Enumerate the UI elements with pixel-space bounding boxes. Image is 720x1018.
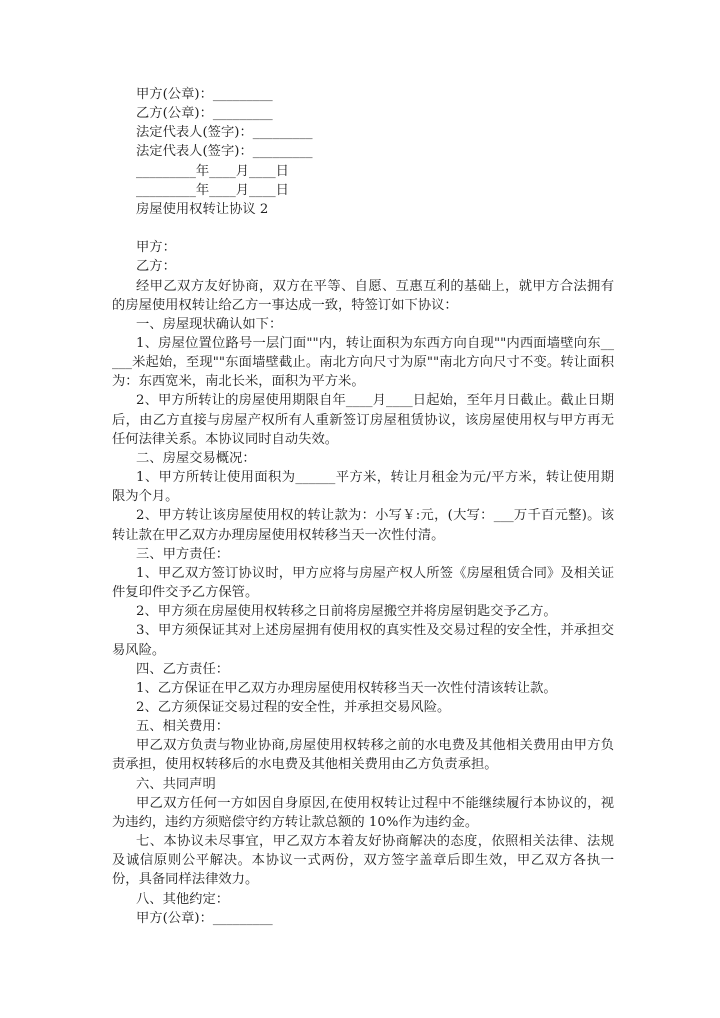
clause-2-1: 1、甲方所转让使用面积为______平方米，转让月租金为元/平方米，转让使用期限为个月。 <box>112 470 614 505</box>
date-line-2: _________年____月____日 <box>136 182 289 198</box>
section-heading-3: 三、甲方责任： <box>136 546 230 562</box>
clause-1-2: 2、甲方所转让的房屋使用期限自年____月____日起始，至年月日截止。截止日期后，由乙方直接与房屋产权所有人重新签订房屋租赁协议，该房屋使用权与甲方再无任何法律关系。本协议同时自动失效。 <box>112 393 614 447</box>
clause-5-text: 甲乙双方负责与物业协商,房屋使用权转移之前的水电费及其他相关费用由甲方负责承担，使用权转移后的水电费及其他相关费用由乙方负责承担。 <box>112 738 614 773</box>
signature-line-legal-rep-2: 法定代表人(签字)：_________ <box>136 144 313 160</box>
signature-line-party-b-seal: 乙方(公章)：_________ <box>136 106 273 122</box>
party-b-label: 乙方： <box>136 259 176 275</box>
clause-6-text: 甲乙双方任何一方如因自身原因,在使用权转让过程中不能继续履行本协议的，视为违约，违约方须赔偿守约方转让款总额的 10%作为违约金。 <box>112 795 614 830</box>
date-line-1: _________年____月____日 <box>136 163 289 179</box>
section-heading-1: 一、房屋现状确认如下： <box>136 316 283 332</box>
clause-7-text: 七、本协议未尽事宜，甲乙双方本着友好协商解决的态度，依照相关法律、法规及诚信原则公平解决。本协议一式两份，双方签字盖章后即生效，甲乙双方各执一份，具备同样法律效力。 <box>112 834 614 888</box>
signature-line-bottom: 甲方(公章)：_________ <box>136 910 273 926</box>
clause-2-2: 2、甲方转让该房屋使用权的转让款为：小写￥:元，(大写：___万千百元整)。该转让款在甲乙双方办理房屋使用权转移当天一次性付清。 <box>112 508 614 543</box>
signature-line-legal-rep-1: 法定代表人(签字)：_________ <box>136 125 313 141</box>
clause-3-2: 2、甲方须在房屋使用权转移之日前将房屋搬空并将房屋钥匙交予乙方。 <box>136 604 557 620</box>
signature-line-party-a-seal: 甲方(公章)：_________ <box>136 87 273 102</box>
section-heading-8: 八、其他约定： <box>136 891 230 907</box>
clause-1-1: 1、房屋位置位路号一层门面""内，转让面积为东西方向自现""内西面墙壁向东_____米起始，至现""东面墙壁截止。南北方向尺寸为原""南北方向尺寸不变。转让面积为：东西宽米，南北长米，面积为平方米。 <box>112 336 614 390</box>
document-title: 房屋使用权转让协议 2 <box>136 201 269 217</box>
document-body <box>112 85 614 928</box>
clause-3-3: 3、甲方须保证其对上述房屋拥有使用权的真实性及交易过程的安全性，并承担交易风险。 <box>112 623 614 658</box>
section-heading-5: 五、相关费用： <box>136 719 230 735</box>
section-heading-4: 四、乙方责任： <box>136 661 230 677</box>
section-heading-6: 六、共同声明 <box>136 776 216 792</box>
section-heading-2: 二、房屋交易概况： <box>136 450 256 466</box>
intro-paragraph: 经甲乙双方友好协商，双方在平等、自愿、互惠互利的基础上，就甲方合法拥有的房屋使用权转让给乙方一事达成一致，特签订如下协议： <box>112 278 614 313</box>
blank-line <box>112 219 614 238</box>
clause-3-1: 1、甲乙双方签订协议时，甲方应将与房屋产权人所签《房屋租赁合同》及相关证件复印件交予乙方保管。 <box>112 565 614 601</box>
clause-4-2: 2、乙方须保证交易过程的安全性，并承担交易风险。 <box>136 699 451 715</box>
party-a-label: 甲方： <box>136 240 176 256</box>
clause-4-1: 1、乙方保证在甲乙双方办理房屋使用权转移当天一次性付清该转让款。 <box>136 680 557 696</box>
